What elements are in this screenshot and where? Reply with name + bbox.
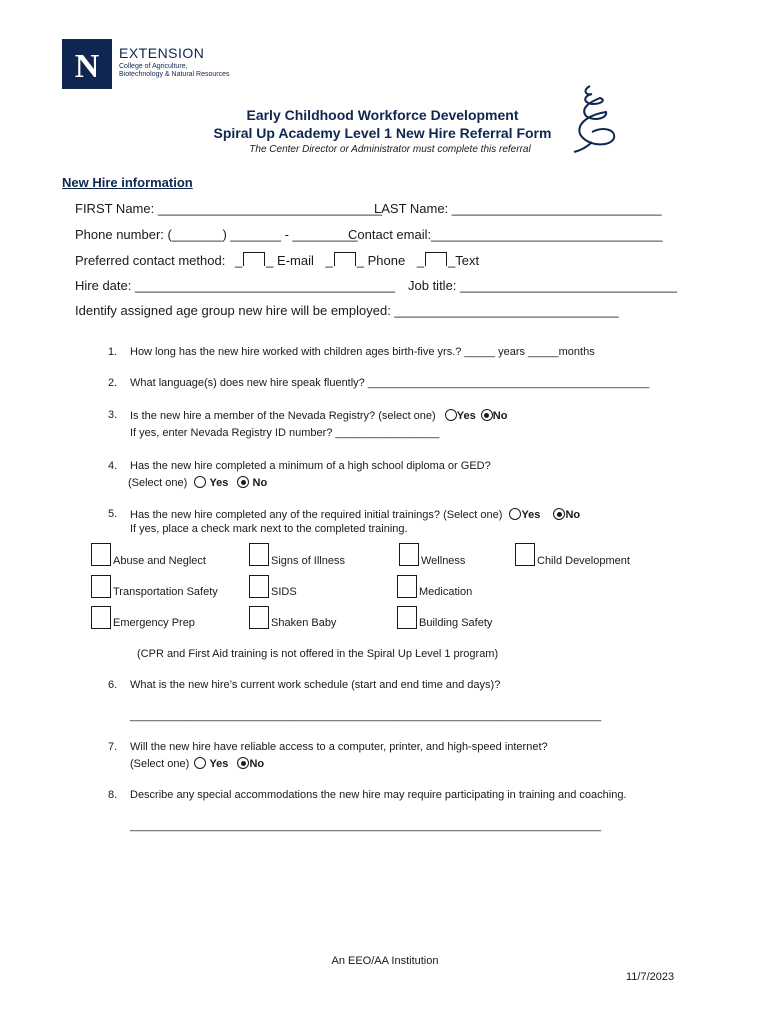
- q2-text[interactable]: What language(s) does new hire speak fluently? ______________________________________________: [130, 377, 650, 389]
- hire-date-field[interactable]: Hire date: ____________________________________: [75, 278, 396, 293]
- footer-institution: An EEO/AA Institution: [331, 955, 439, 967]
- preferred-contact-label: Preferred contact method:: [75, 253, 226, 268]
- org-subtitle: College of Agriculture, Biotechnology & Natural Resources: [119, 63, 230, 78]
- q5-no-radio[interactable]: [553, 508, 565, 520]
- form-title-line1: Early Childhood Workforce Development: [246, 107, 519, 123]
- org-name: EXTENSION: [119, 45, 205, 61]
- q4-text: Has the new hire completed a minimum of a high school diploma or GED?: [130, 460, 491, 472]
- first-name-field[interactable]: FIRST Name: _______________________________: [75, 201, 382, 216]
- q3-no-radio[interactable]: [481, 409, 493, 421]
- phone-checkbox[interactable]: [334, 252, 356, 266]
- cpr-note: (CPR and First Aid training is not offered in the Spiral Up Level 1 program): [137, 648, 499, 660]
- university-logo: [62, 39, 112, 89]
- phone-option-label: Phone: [367, 253, 406, 268]
- training-label: Medication: [419, 586, 473, 598]
- contact-email-field[interactable]: Contact email:________________________________: [348, 227, 663, 242]
- svg-text:N: N: [74, 48, 100, 85]
- q4-no-radio[interactable]: [237, 476, 249, 488]
- training-checkbox-sids[interactable]: [249, 575, 269, 598]
- form-instruction: The Center Director or Administrator must complete this referral: [249, 144, 531, 155]
- q6-text: What is the new hire’s current work schedule (start and end time and days)?: [130, 679, 501, 691]
- q6-answer-line[interactable]: _____________________________________________________________________________: [130, 710, 602, 722]
- phone-number-field[interactable]: Phone number: (_______) _______ - _________: [75, 227, 358, 242]
- training-checkbox-building[interactable]: [397, 606, 417, 629]
- n-logo-icon: [62, 39, 112, 89]
- last-name-field[interactable]: LAST Name: _____________________________: [374, 201, 662, 216]
- q3-registry-id[interactable]: If yes, enter Nevada Registry ID number? _________________: [130, 427, 440, 439]
- q1-text[interactable]: How long has the new hire worked with children ages birth-five yrs.? _____ years _____months: [130, 346, 595, 358]
- q8-number: 8.: [108, 789, 118, 801]
- training-label: Transportation Safety: [113, 586, 218, 598]
- q3-yes-radio[interactable]: [445, 409, 457, 421]
- q8-text: Describe any special accommodations the new hire may require participating in training and coaching.: [130, 789, 627, 801]
- training-label: Shaken Baby: [271, 617, 337, 629]
- q7-number: 7.: [108, 741, 118, 753]
- training-checkbox-wellness[interactable]: [399, 543, 419, 566]
- q5-yes-radio[interactable]: [509, 508, 521, 520]
- training-label: SIDS: [271, 586, 297, 598]
- training-label: Child Development: [537, 555, 630, 567]
- training-checkbox-medication[interactable]: [397, 575, 417, 598]
- training-checkbox-illness[interactable]: [249, 543, 269, 566]
- training-label: Abuse and Neglect: [113, 555, 206, 567]
- form-title-line2: Spiral Up Academy Level 1 New Hire Referral Form: [213, 125, 552, 141]
- training-label: Building Safety: [419, 617, 493, 629]
- section-heading: New Hire information: [62, 175, 193, 190]
- email-checkbox[interactable]: [243, 252, 265, 266]
- q5-instruction: If yes, place a check mark next to the completed training.: [130, 523, 408, 535]
- q1-number: 1.: [108, 346, 118, 358]
- email-option-label: E-mail: [277, 253, 314, 268]
- training-label: Emergency Prep: [113, 617, 195, 629]
- q8-answer-line[interactable]: _____________________________________________________________________________: [130, 820, 602, 832]
- q3-text: Is the new hire a member of the Nevada Registry? (select one) Yes No: [130, 410, 508, 422]
- spiral-logo-icon: [562, 82, 622, 162]
- training-checkbox-abuse[interactable]: [91, 543, 111, 566]
- training-label: Signs of Illness: [271, 555, 345, 567]
- q7-yes-radio[interactable]: [194, 757, 206, 769]
- training-checkbox-child-dev[interactable]: [515, 543, 535, 566]
- training-checkbox-shaken-baby[interactable]: [249, 606, 269, 629]
- training-checkbox-transport[interactable]: [91, 575, 111, 598]
- q4-select-row: (Select one) Yes No: [128, 477, 268, 489]
- q4-yes-radio[interactable]: [194, 476, 206, 488]
- q5-number: 5.: [108, 508, 118, 520]
- q5-text: Has the new hire completed any of the required initial trainings? (Select one) Yes No: [130, 509, 581, 521]
- q7-text: Will the new hire have reliable access to a computer, printer, and high-speed internet?: [130, 741, 548, 753]
- text-checkbox[interactable]: [425, 252, 447, 266]
- text-option-label: Text: [455, 253, 480, 268]
- preferred-contact-row: Preferred contact method: _ _ E-mail _ _ Phone _ _Text: [75, 253, 480, 268]
- q4-number: 4.: [108, 460, 118, 472]
- age-group-field[interactable]: Identify assigned age group new hire will be employed: _______________________________: [75, 303, 619, 318]
- footer-date: 11/7/2023: [626, 971, 675, 983]
- q7-select-row: (Select one) Yes No: [130, 758, 265, 770]
- training-checkbox-emergency[interactable]: [91, 606, 111, 629]
- q3-number: 3.: [108, 409, 118, 421]
- job-title-field[interactable]: Job title: ______________________________: [408, 278, 677, 293]
- q6-number: 6.: [108, 679, 118, 691]
- q7-no-radio[interactable]: [237, 757, 249, 769]
- training-label: Wellness: [421, 555, 466, 567]
- q2-number: 2.: [108, 377, 118, 389]
